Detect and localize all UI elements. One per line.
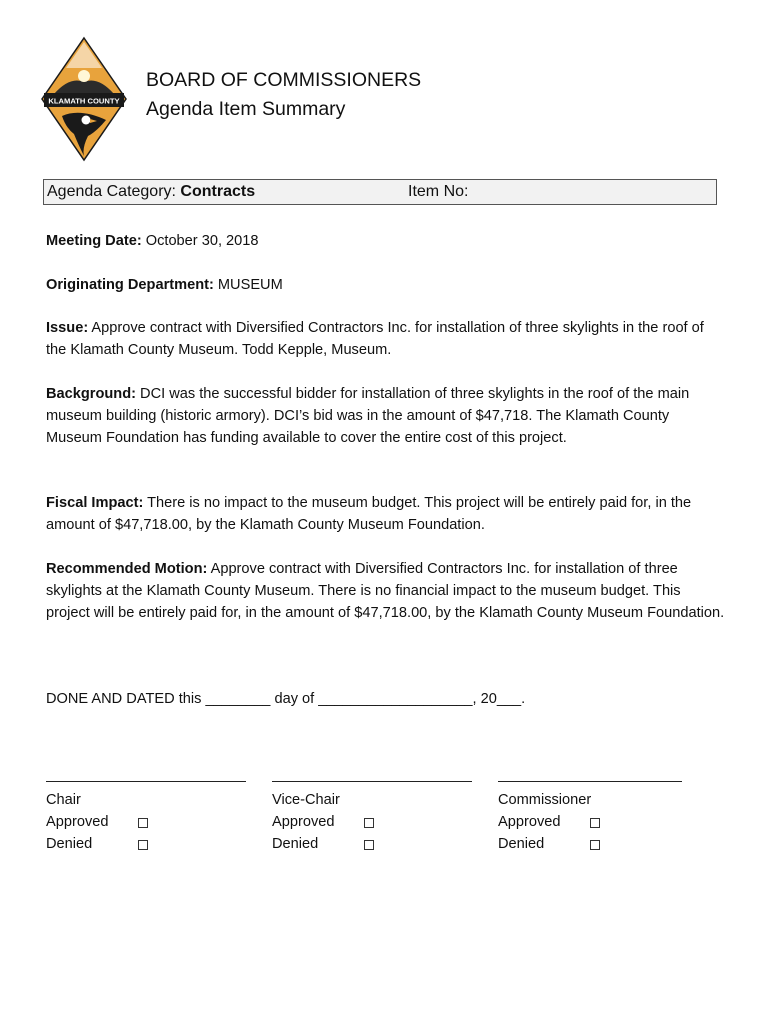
agenda-category-value: Contracts [180,183,256,200]
background-paragraph [46,383,726,449]
document-subtitle: Agenda Item Summary [146,98,346,120]
approved-checkbox[interactable] [138,818,148,828]
agenda-category-label: Agenda Category: [47,183,181,200]
board-title: BOARD OF COMMISSIONERS [146,69,422,91]
recommended-motion-label: Recommended Motion: [46,561,208,577]
fiscal-impact-label: Fiscal Impact: [46,495,144,511]
approved-label: Approved [46,814,109,830]
signature-title: Vice-Chair [272,792,340,808]
logo-text: KLAMATH COUNTY [48,96,120,106]
denied-checkbox[interactable] [138,840,148,850]
fiscal-impact-text: There is no impact to the museum budget. This project will be entirely paid for, in the amount of $47,718.00, by the Klamath County Museum Foundation. [46,495,692,533]
background-text: DCI was the successful bidder for installation of three skylights in the roof of the main museum building (historic armory). DCI’s bid was in the amount of $47,718. The Klamath County Museum Foundation has funding available to cover the entire cost of this project. [46,386,690,446]
approved-label: Approved [498,814,561,830]
item-number-label: Item No: [408,183,469,200]
recommended-motion-paragraph [46,558,726,624]
agenda-category-box [43,179,717,205]
denied-label: Denied [46,836,93,852]
denied-label: Denied [498,836,545,852]
department-label: Originating Department: [46,277,214,293]
meeting-date-value: October 30, 2018 [141,233,259,249]
issue-paragraph [46,317,726,361]
recommended-motion-text: Approve contract with Diversified Contractors Inc. for installation of three skylights at the Klamath County Museum. There is no financial impact to the museum budget. This project will be entirely paid for, in the amount of $47,718.00, by the Klamath County Museum Foundation. [46,561,725,621]
signature-block-commissioner [498,781,682,855]
signature-line[interactable] [272,781,472,782]
issue-label: Issue: [46,320,89,336]
approved-checkbox[interactable] [364,818,374,828]
issue-text: Approve contract with Diversified Contractors Inc. for installation of three skylights in the roof of the Klamath County Museum. Todd Kepple, Museum. [46,320,704,358]
klamath-county-logo [40,36,128,162]
approved-label: Approved [272,814,335,830]
done-and-dated-line: DONE AND DATED this ________ day of ___________________, 20___. [46,691,526,707]
denied-checkbox[interactable] [590,840,600,850]
background-label: Background: [46,386,136,402]
originating-department [46,274,726,296]
agenda-category [47,183,255,201]
meeting-date-label: Meeting Date: [46,233,142,249]
signature-title: Commissioner [498,792,592,808]
signature-line[interactable] [46,781,246,782]
signature-title: Chair [46,792,81,808]
denied-checkbox[interactable] [364,840,374,850]
title-block [146,66,421,124]
fiscal-impact-paragraph [46,492,726,536]
signature-block-vice-chair [272,781,472,855]
signature-block-chair [46,781,246,855]
approved-checkbox[interactable] [590,818,600,828]
signature-line[interactable] [498,781,682,782]
meeting-date [46,230,726,252]
department-value: MUSEUM [213,277,283,293]
denied-label: Denied [272,836,319,852]
